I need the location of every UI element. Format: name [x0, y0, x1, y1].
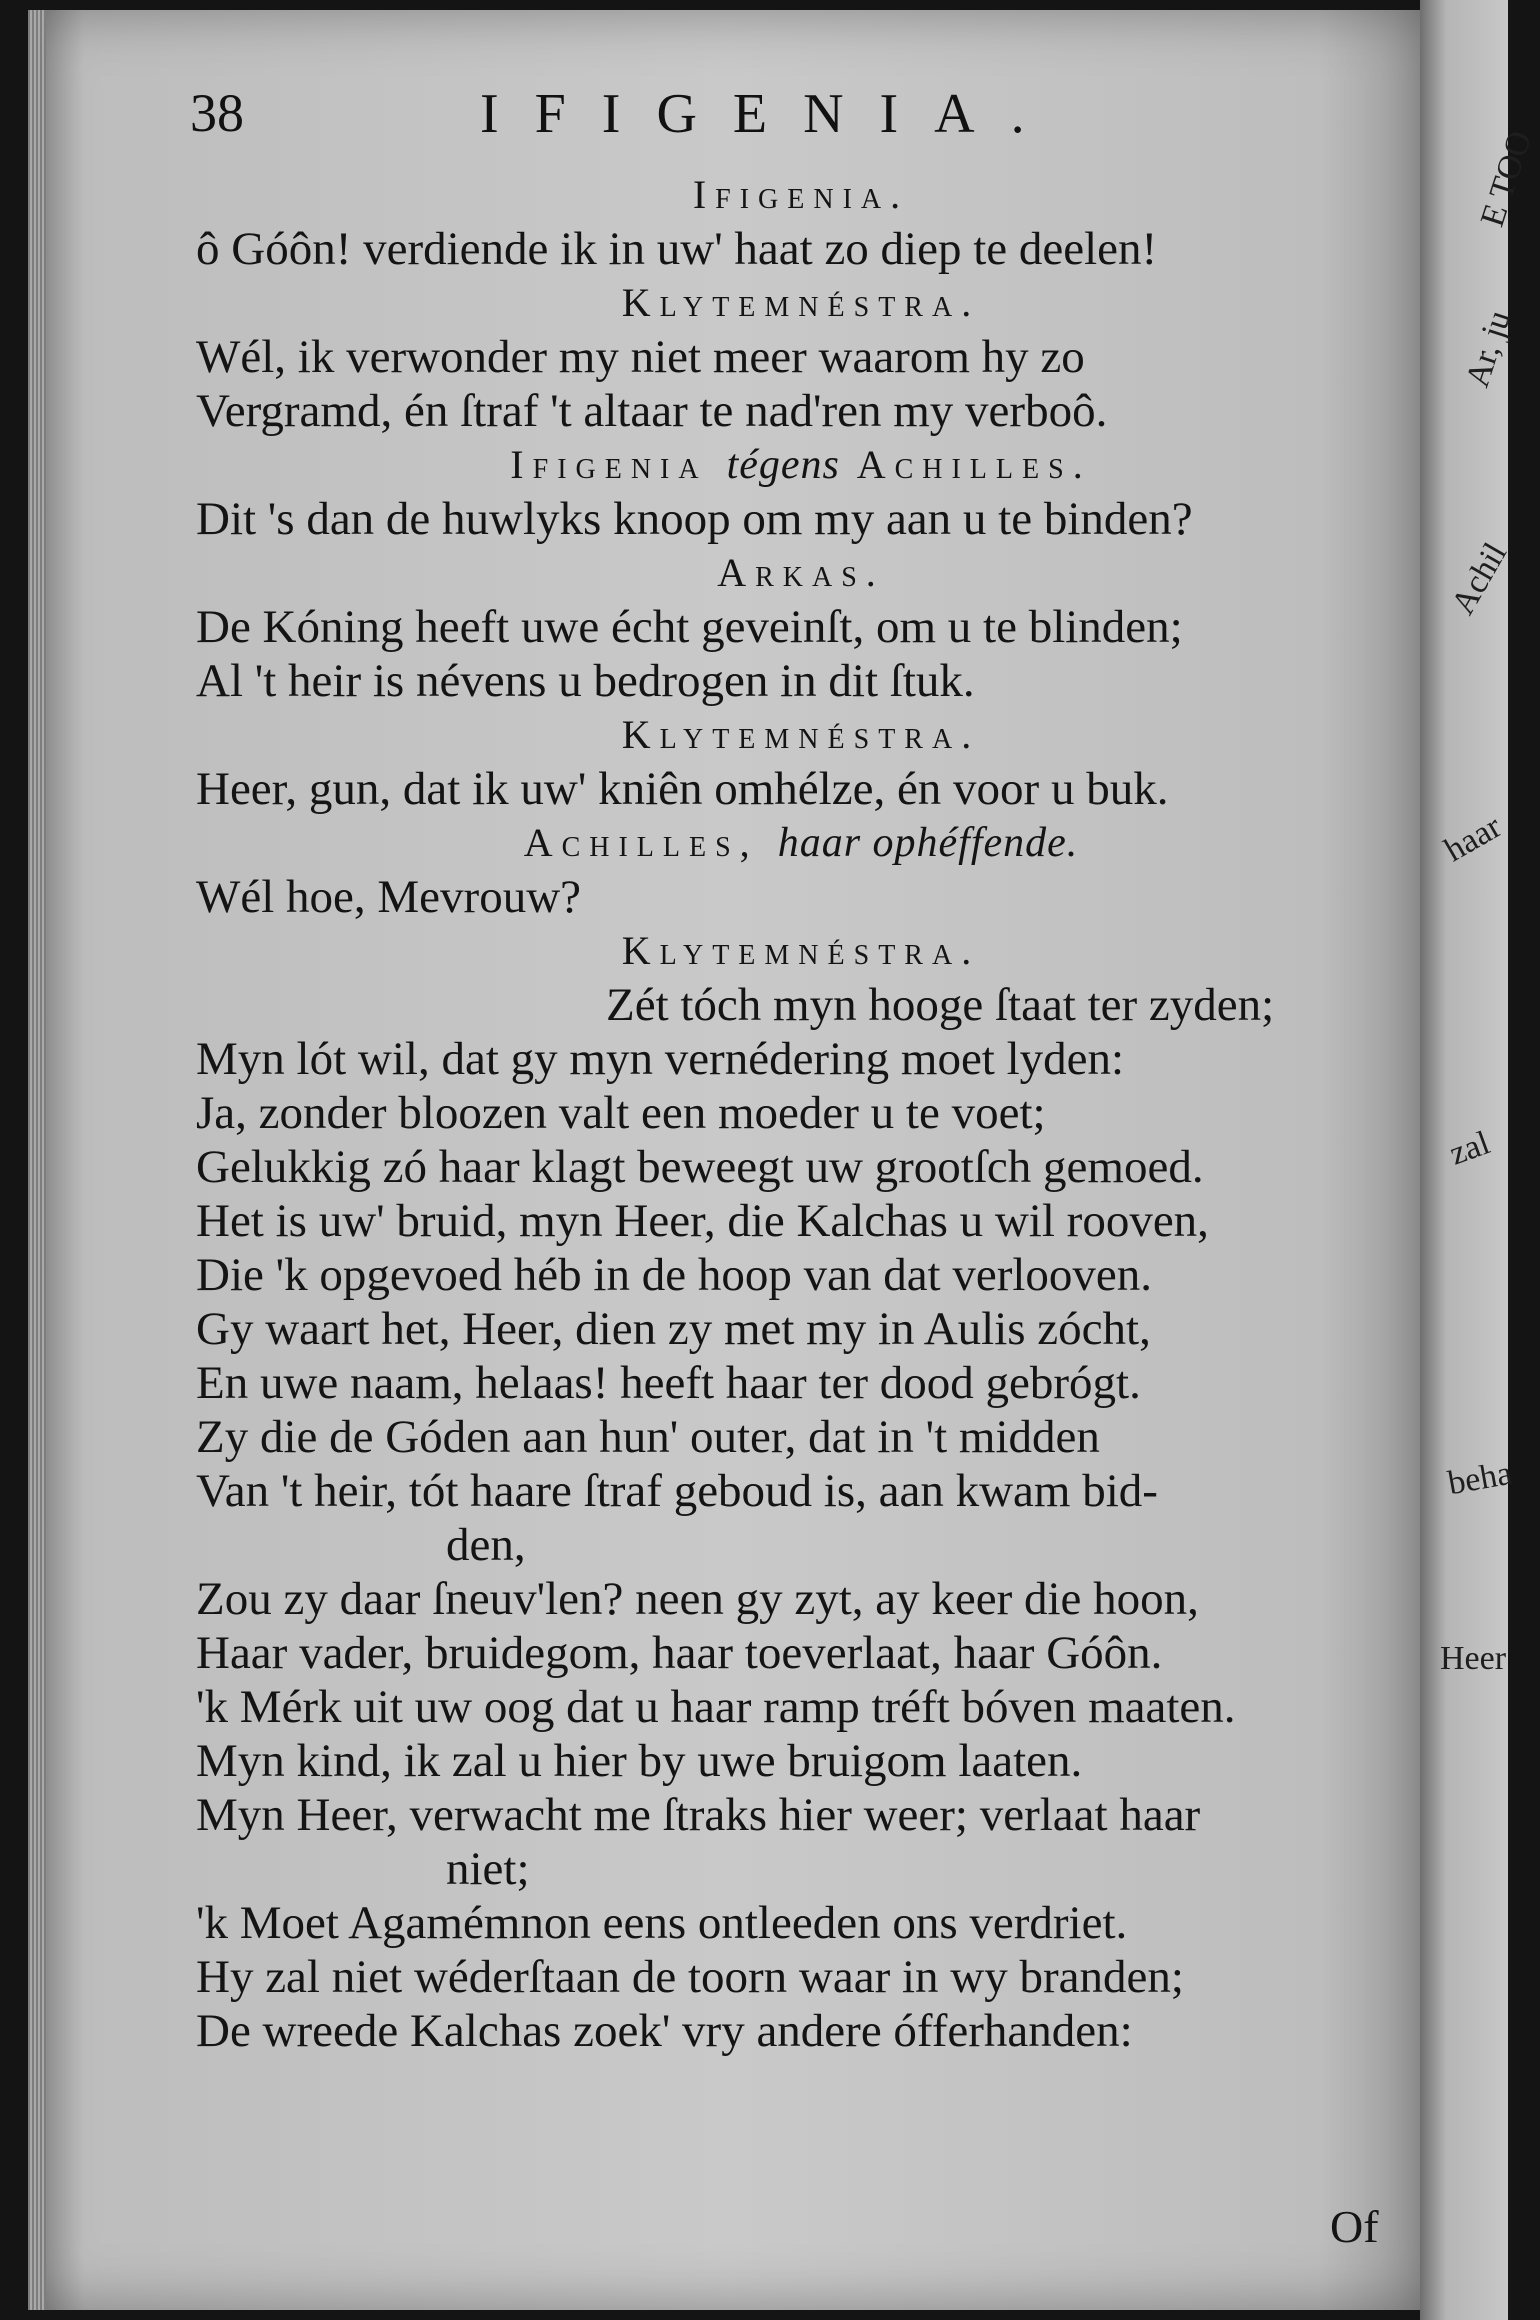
verse-line: Myn lót wil, dat gy myn vernédering moet lyden:	[196, 1033, 1125, 1085]
speaker-label: Achilles.	[856, 442, 1092, 487]
verse-line: 'k Mérk uit uw oog dat u haar ramp tréft bóven maaten.	[196, 1681, 1236, 1733]
verse-line: Dit 's dan de huwlyks knoop om my aan u te binden?	[196, 493, 1193, 545]
speaker-label: Klytemnéstra.	[621, 928, 981, 973]
facing-page-fragment: haar	[1438, 807, 1508, 870]
verse-line: niet;	[446, 1843, 530, 1895]
speaker-name	[196, 816, 1406, 870]
speaker-name	[196, 546, 1406, 600]
verse-line: Zou zy daar ſneuv'len? neen gy zyt, ay keer die hoon,	[196, 1573, 1199, 1625]
verse-line: De Kóning heeft uwe écht geveinſt, om u te blinden;	[196, 601, 1183, 653]
page-header	[190, 62, 1190, 152]
speaker-name	[196, 276, 1406, 330]
speaker-label: Klytemnéstra.	[621, 280, 981, 325]
verse-line: Wél hoe, Mevrouw?	[196, 871, 581, 923]
verse-line: Zét tóch myn hooge ſtaat ter zyden;	[606, 979, 1275, 1031]
speaker-label: Klytemnéstra.	[621, 712, 981, 757]
verse-line: 'k Moet Agamémnon eens ontleeden ons verdriet.	[196, 1897, 1128, 1949]
verse-line: Gelukkig zó haar klagt beweegt uw grootſch gemoed.	[196, 1141, 1204, 1193]
speaker-label: Achilles,	[523, 820, 759, 865]
verse-line: Myn kind, ik zal u hier by uwe bruigom laaten.	[196, 1735, 1083, 1787]
verse-line: Vergramd, én ſtraf 't altaar te nad'ren my verboô.	[196, 385, 1108, 437]
speaker-label: Ifigenia.	[692, 172, 910, 217]
verse-line: Het is uw' bruid, myn Heer, die Kalchas u wil rooven,	[196, 1195, 1209, 1247]
page-number: 38	[190, 83, 244, 143]
facing-page-fragment: Achil	[1444, 536, 1515, 621]
speaker-label: Ifigenia	[510, 442, 708, 487]
facing-page-fragment: E TOO	[1473, 126, 1540, 232]
verse-line: Ja, zonder bloozen valt een moeder u te voet;	[196, 1087, 1046, 1139]
page-edge	[28, 10, 46, 2310]
speaker-name	[196, 168, 1406, 222]
speaker-name	[196, 924, 1406, 978]
speaker-name	[196, 438, 1406, 492]
stage-direction: tégens	[726, 442, 840, 488]
speaker-label: Arkas.	[717, 550, 885, 595]
verse-line: Hy zal niet wéderſtaan de toorn waar in wy branden;	[196, 1951, 1184, 2003]
facing-page-fragment: zal	[1444, 1124, 1495, 1173]
verse-line: Zy die de Góden aan hun' outer, dat in 't midden	[196, 1411, 1100, 1463]
speaker-name	[196, 708, 1406, 762]
facing-page-fragment: beha	[1445, 1454, 1515, 1503]
verse-line: Gy waart het, Heer, dien zy met my in Aulis zócht,	[196, 1303, 1151, 1355]
verse-line: den,	[446, 1519, 526, 1571]
catchword: Of	[1330, 2201, 1379, 2252]
facing-page	[1420, 0, 1540, 2320]
verse-line: Wél, ik verwonder my niet meer waarom hy zo	[196, 331, 1085, 383]
verse-line: Haar vader, bruidegom, haar toeverlaat, haar Góôn.	[196, 1627, 1163, 1679]
facing-page-fragment: Ar, ju	[1458, 306, 1519, 392]
stage-direction: haar ophéffende.	[777, 820, 1079, 866]
play-text	[196, 168, 1406, 2058]
verse-line: ô Góôn! verdiende ik in uw' haat zo diep te deelen!	[196, 223, 1158, 275]
verse-line: Van 't heir, tót haare ſtraf geboud is, aan kwam bid-	[196, 1465, 1158, 1517]
verse-line: De wreede Kalchas zoek' vry andere ófferhanden:	[196, 2005, 1133, 2057]
verse-line: Heer, gun, dat ik uw' kniên omhélze, én voor u buk.	[196, 763, 1169, 815]
running-title: IFIGENIA.	[480, 83, 1061, 145]
verse-line: Myn Heer, verwacht me ſtraks hier weer; verlaat haar	[196, 1789, 1201, 1841]
verse-line: En uwe naam, helaas! heeft haar ter dood gebrógt.	[196, 1357, 1141, 1409]
verse-line: Die 'k opgevoed héb in de hoop van dat verlooven.	[196, 1249, 1153, 1301]
facing-page-fragment: Heer	[1440, 1640, 1507, 1677]
verse-line: Al 't heir is névens u bedrogen in dit ſtuk.	[196, 655, 975, 707]
